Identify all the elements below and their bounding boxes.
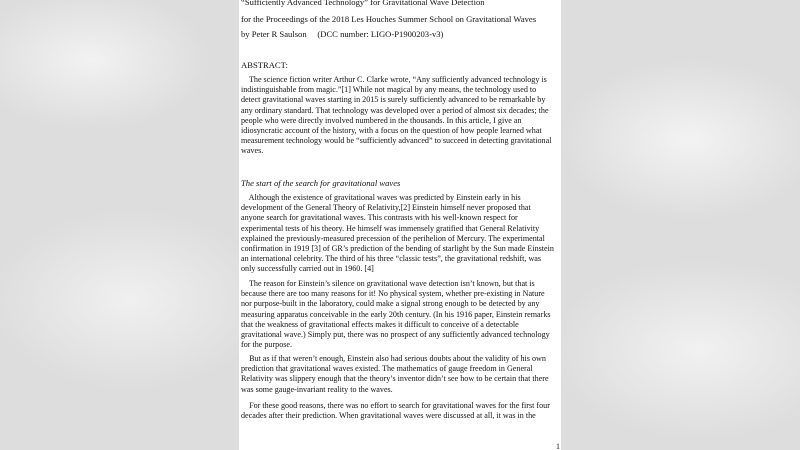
- body-line: prediction that gravitational waves existed. The mathematics of gauge freedom in General: [241, 364, 533, 374]
- body-line: an international celebrity. The third of his three “classic tests”, the gravitational redshift, was: [241, 254, 542, 264]
- page-number: 1: [556, 442, 560, 450]
- body-line: The reason for Einstein’s silence on gravitational wave detection isn’t known, but that is: [241, 279, 535, 288]
- body-line: decades after their prediction. When gravitational waves were discussed at all, it was in the: [241, 411, 536, 421]
- body-line: measuring apparatus conceivable in the early 20th century. (In his 1916 paper, Einstein remarks: [241, 309, 551, 319]
- body-line: Although the existence of gravitational waves was predicted by Einstein early in his: [241, 193, 521, 202]
- document-page: [239, 0, 561, 450]
- body-line: only successfully carried out in 1960. [4]: [241, 264, 374, 274]
- body-line: was some gauge-invariant reality to the waves.: [241, 384, 393, 394]
- abstract-line: idiosyncratic account of the history, with a focus on the question of how people learned what: [241, 125, 542, 135]
- paper-title: “Sufficiently Advanced Technology” for Gravitational Wave Detection: [241, 0, 485, 7]
- body-line: explained the previously-measured precession of the perihelion of Mercury. The experimental: [241, 233, 545, 243]
- body-paragraph-2: [241, 279, 556, 350]
- body-line: For these good reasons, there was no effort to search for gravitational waves for the first four: [241, 401, 550, 410]
- abstract-line: any ordinary standard. That technology was developed over a period of almost six decades; the: [241, 105, 549, 115]
- paper-byline: by Peter R Saulson (DCC number: LIGO-P1900203-v3): [241, 29, 444, 39]
- body-line: anyone search for gravitational waves. This contrasts with his well-known respect for: [241, 213, 518, 223]
- abstract-line: waves.: [241, 146, 264, 156]
- body-line: nor purpose-built in the laboratory, could make a signal strong enough to be detected by any: [241, 299, 540, 309]
- abstract-line: The science fiction writer Arthur C. Clarke wrote, “Any sufficiently advanced technology is: [241, 75, 547, 84]
- body-line: that the weakness of gravitational effects makes it difficult to conceive of a detectable: [241, 319, 519, 329]
- abstract-line: detect gravitational waves starting in 2015 is surely sufficiently advanced to be remarkable by: [241, 95, 546, 105]
- body-paragraph-4: [241, 401, 556, 421]
- section-heading: The start of the search for gravitational waves: [241, 178, 401, 188]
- body-line: because there are too many reasons for it! No physical system, whether pre-existing in Nature: [241, 289, 545, 299]
- abstract-line: indistinguishable from magic.”[1] While not magical by any means, the technology used to: [241, 85, 537, 95]
- abstract-paragraph: [241, 75, 556, 157]
- body-paragraph-3: [241, 354, 556, 395]
- body-line: confirmation in 1919 [3] of GR’s prediction of the bending of starlight by the Sun made Einstein: [241, 243, 554, 253]
- body-line: Relativity was slippery enough that the theory’s inventor didn’t see how to be certain that there: [241, 374, 549, 384]
- body-line: gravitational wave.) Simply put, there was no prospect of any sufficiently advanced technology: [241, 329, 550, 339]
- body-paragraph-1: [241, 193, 556, 275]
- abstract-line: measurement technology would be “sufficiently advanced” to succeed in detecting gravitational: [241, 136, 552, 146]
- body-line: But as if that weren’t enough, Einstein also had serious doubts about the validity of his own: [241, 354, 546, 363]
- body-line: development of the General Theory of Relativity,[2] Einstein himself never proposed that: [241, 203, 531, 213]
- body-line: for the purpose.: [241, 340, 293, 350]
- abstract-heading: ABSTRACT:: [241, 60, 288, 70]
- paper-subtitle: for the Proceedings of the 2018 Les Houches Summer School on Gravitational Waves: [241, 14, 537, 24]
- abstract-line: people who were directly involved numbered in the thousands. In this article, I give an: [241, 115, 522, 125]
- body-line: experimental tests of his theory. He himself was immensely gratified that General Relativity: [241, 223, 540, 233]
